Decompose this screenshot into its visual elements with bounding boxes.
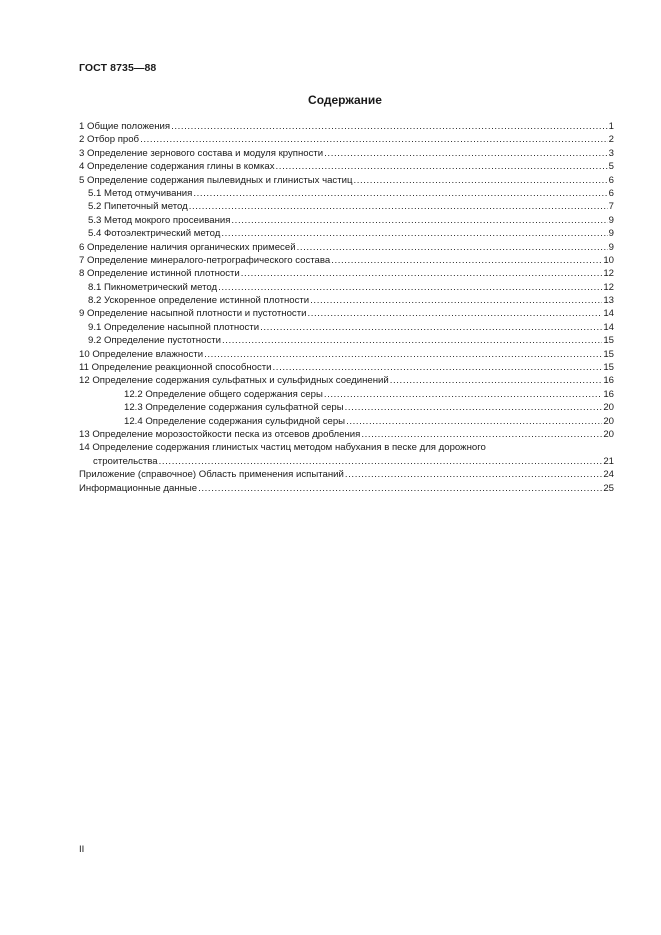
toc-entry[interactable] [79, 267, 614, 280]
toc-leader-dots [331, 254, 602, 267]
toc-leader-dots [353, 174, 607, 187]
toc-leader-dots [171, 120, 608, 133]
toc-entry-page: 25 [603, 482, 614, 494]
toc-leader-dots [310, 294, 602, 307]
toc-leader-dots [221, 227, 607, 240]
toc-entry-page: 20 [603, 402, 614, 414]
toc-entry-page: 5 [608, 161, 614, 173]
toc-leader-dots [307, 307, 602, 320]
toc-entry[interactable] [79, 174, 614, 187]
toc-title: Содержание [308, 93, 382, 107]
toc-entry-page: 13 [603, 295, 614, 307]
toc-leader-dots [198, 482, 602, 495]
toc-entry-page: 1 [608, 121, 614, 132]
toc-leader-dots [276, 160, 608, 173]
toc-entry-page: 15 [603, 348, 614, 360]
toc-entry-label: 12.4 Определение содержания сульфидной серы [124, 415, 346, 427]
toc-entry-page: 16 [603, 388, 614, 400]
toc-leader-dots [345, 401, 603, 414]
toc-entry-label: 2 Отбор проб [79, 134, 140, 146]
toc-leader-dots [297, 241, 608, 254]
toc-leader-dots [273, 361, 603, 374]
toc-entry-label: 3 Определение зернового состава и модуля крупности [79, 147, 324, 159]
toc-entry-page: 14 [603, 308, 614, 320]
toc-entry-page: 20 [603, 415, 614, 427]
toc-leader-dots [204, 348, 602, 361]
toc-entry-page: 9 [608, 214, 614, 226]
toc-entry-label: 7 Определение минералого-петрографического состава [79, 254, 331, 266]
toc-leader-dots [346, 415, 602, 428]
toc-entry-label: 12.3 Определение содержания сульфатной серы [124, 402, 344, 414]
toc-entry-page: 12 [603, 281, 614, 293]
toc-entry-page: 2 [608, 134, 614, 146]
toc-entry-wrapped[interactable] [79, 441, 614, 468]
toc-leader-dots [241, 267, 603, 280]
toc-entry-page: 9 [608, 241, 614, 253]
toc-subentry[interactable] [79, 334, 614, 347]
document-header: ГОСТ 8735—88 [79, 62, 157, 74]
toc-entry[interactable] [79, 160, 614, 173]
toc-entry[interactable] [79, 468, 614, 481]
toc-subentry[interactable] [79, 227, 614, 240]
toc-entry[interactable] [79, 348, 614, 361]
toc-entry[interactable] [79, 361, 614, 374]
toc-entry-label-continuation: строительства [93, 455, 158, 467]
toc-entry-page: 6 [608, 187, 614, 199]
toc-entry-page: 9 [608, 228, 614, 240]
toc-entry-label: 12.2 Определение общего содержания серы [124, 388, 323, 400]
toc-entry-label: 5.3 Метод мокрого просеивания [88, 214, 231, 226]
toc-entry-label: 8.2 Ускоренное определение истинной плотности [88, 295, 310, 307]
toc-entry-page: 20 [603, 428, 614, 440]
toc-subentry[interactable] [79, 281, 614, 294]
toc-entry-label: Информационные данные [79, 482, 198, 494]
toc-leader-dots [193, 187, 607, 200]
toc-entry-page: 21 [603, 455, 614, 467]
toc-entry-label: 5 Определение содержания пылевидных и глинистых частиц [79, 174, 353, 186]
toc-subentry[interactable] [79, 214, 614, 227]
toc-entry-page: 3 [608, 147, 614, 159]
toc-leader-dots [189, 200, 608, 213]
toc-leader-dots [390, 374, 603, 387]
page-number: II [79, 844, 85, 855]
toc-entry[interactable] [79, 120, 614, 133]
toc-entry-label: 9.2 Определение пустотности [88, 335, 221, 347]
toc-entry-label: 13 Определение морозостойкости песка из отсевов дробления [79, 428, 361, 440]
toc-subentry[interactable] [79, 401, 614, 414]
toc-entry-label: 5.4 Фотоэлектрический метод [88, 228, 221, 240]
toc-entry[interactable] [79, 254, 614, 267]
toc-entry-label: 6 Определение наличия органических примесей [79, 241, 296, 253]
toc-leader-dots [361, 428, 602, 441]
toc-entry-label: 5.2 Пипеточный метод [88, 201, 188, 213]
toc-entry-label: 14 Определение содержания глинистых частиц методом набухания в песке для дорожного [79, 442, 486, 454]
toc-leader-dots [260, 321, 602, 334]
toc-leader-dots [140, 133, 608, 146]
toc-entry-page: 14 [603, 321, 614, 333]
toc-entry-label: 10 Определение влажности [79, 348, 204, 360]
toc-entry[interactable] [79, 241, 614, 254]
toc-entry-page: 12 [603, 268, 614, 280]
toc-entry-page: 7 [608, 201, 614, 213]
toc-entry[interactable] [79, 147, 614, 160]
toc-entry-continuation [79, 455, 614, 468]
toc-entry-label: 12 Определение содержания сульфатных и сульфидных соединений [79, 375, 389, 387]
toc-subentry[interactable] [79, 388, 614, 401]
toc-entry[interactable] [79, 307, 614, 320]
toc-entry-page: 15 [603, 362, 614, 374]
toc-leader-dots [324, 388, 602, 401]
toc-subentry[interactable] [79, 294, 614, 307]
toc-leader-dots [231, 214, 607, 227]
toc-entry-label: 1 Общие положения [79, 121, 171, 132]
toc-subentry[interactable] [79, 415, 614, 428]
toc-leader-dots [324, 147, 607, 160]
toc-subentry[interactable] [79, 187, 614, 200]
toc-entry-label: 8 Определение истинной плотности [79, 268, 240, 280]
toc-entry[interactable] [79, 482, 614, 495]
toc-entry-page: 10 [603, 254, 614, 266]
table-of-contents [79, 120, 614, 495]
toc-subentry[interactable] [79, 200, 614, 213]
toc-entry-label: 4 Определение содержания глины в комках [79, 161, 275, 173]
toc-entry[interactable] [79, 374, 614, 387]
toc-leader-dots [159, 455, 603, 468]
toc-leader-dots [218, 281, 602, 294]
toc-leader-dots [222, 334, 602, 347]
toc-entry-page: 6 [608, 174, 614, 186]
toc-entry[interactable] [79, 133, 614, 146]
toc-entry-label: 8.1 Пикнометрический метод [88, 281, 218, 293]
toc-leader-dots [345, 468, 602, 481]
toc-entry-page: 16 [603, 375, 614, 387]
toc-entry-label: 5.1 Метод отмучивания [88, 187, 193, 199]
toc-subentry[interactable] [79, 321, 614, 334]
toc-entry-label: 9.1 Определение насыпной плотности [88, 321, 260, 333]
toc-entry[interactable] [79, 428, 614, 441]
toc-entry-label: Приложение (справочное) Область применения испытаний [79, 469, 344, 481]
toc-entry-label: 9 Определение насыпной плотности и пустотности [79, 308, 307, 320]
toc-entry-page: 24 [603, 469, 614, 481]
toc-entry-page: 15 [603, 335, 614, 347]
toc-entry-label: 11 Определение реакционной способности [79, 362, 272, 374]
